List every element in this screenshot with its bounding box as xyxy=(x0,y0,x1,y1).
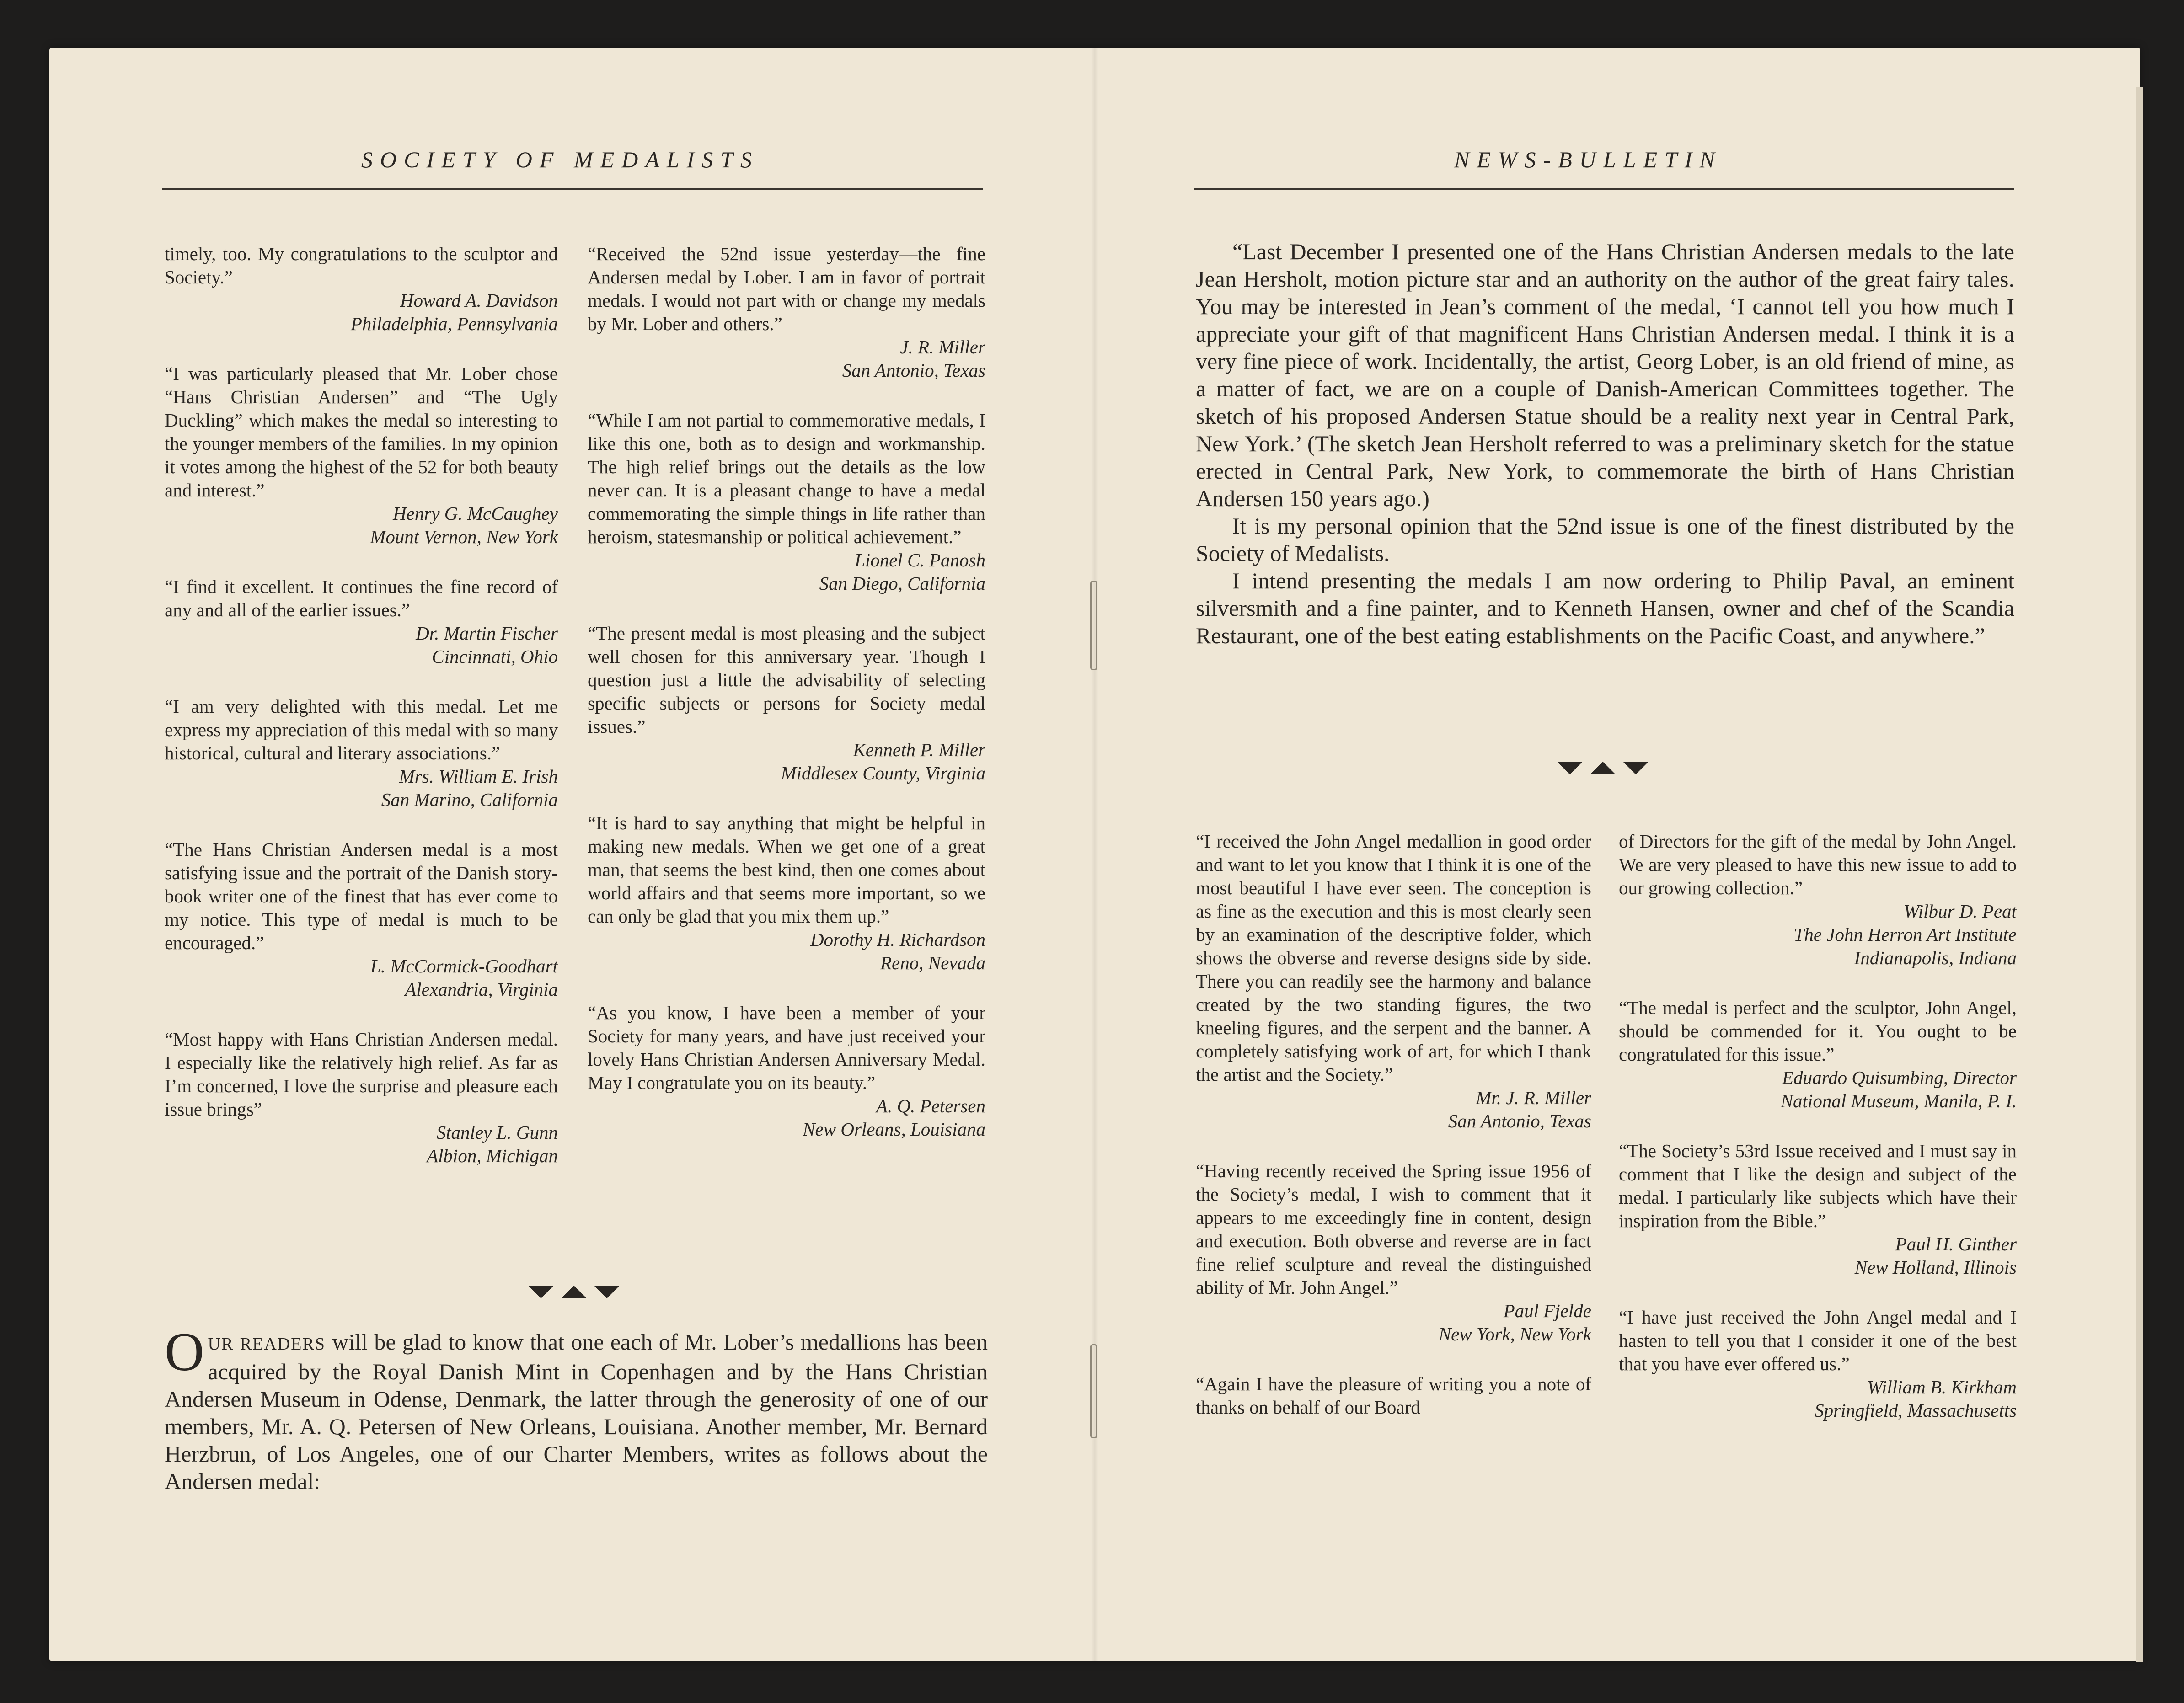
letter-text: “Most happy with Hans Christian Andersen medal. I especially like the relatively high relief. As far as I’m concerned, I love the surprise and pleasure each issue brings” xyxy=(165,1029,558,1120)
letter xyxy=(165,242,558,336)
readers-body: will be glad to know that one each of Mr. Lober’s medallions has been acquired by the Royal Danish Mint in Copenhagen and by the Hans Christian Andersen Museum in Odense, Denmark, the latter through the generosity of one of our members, Mr. A. Q. Petersen of New Orleans, Louisiana. Another member, Mr. Bernard Herzbrun, of Los Angeles, one of our Charter Members, writes as follows about the Andersen medal: xyxy=(165,1329,988,1494)
letter-location: Reno, Nevada xyxy=(880,952,985,973)
letter xyxy=(588,811,985,975)
letter-signature: L. McCormick-Goodhart xyxy=(370,956,558,977)
letter xyxy=(165,575,558,668)
letter-signature: Stanley L. Gunn xyxy=(436,1122,558,1143)
letter xyxy=(165,362,558,549)
running-head-right: NEWS-BULLETIN xyxy=(1454,147,1722,172)
letter-signature: Wilbur D. Peat xyxy=(1903,901,2017,922)
staple-bottom xyxy=(1090,1344,1097,1438)
left-column-1 xyxy=(165,242,558,1194)
letter-location: Albion, Michigan xyxy=(427,1145,558,1166)
letter-signature: A. Q. Petersen xyxy=(876,1095,985,1116)
readers-text xyxy=(165,1321,988,1495)
letter-location: National Museum, Manila, P. I. xyxy=(1780,1090,2017,1111)
staple-top xyxy=(1090,581,1097,670)
letter xyxy=(165,695,558,811)
letter-affiliation: The John Herron Art Institute xyxy=(1793,924,2017,945)
letter-text: timely, too. My congratulations to the sculptor and Society.” xyxy=(165,243,558,288)
letter-signature: Mr. J. R. Miller xyxy=(1476,1087,1591,1108)
letter-text: “I am very delighted with this medal. Let me express my appreciation of this medal with so many historical, cultural and literary associations.” xyxy=(165,696,558,763)
letter-text: “The Hans Christian Andersen medal is a most satisfying issue and the portrait of the Danish story-book writer one of the finest that has ever come to my notice. This type of medal is much to be encouraged.” xyxy=(165,839,558,953)
letter-signature: Dorothy H. Richardson xyxy=(810,929,985,950)
letter-signature: William B. Kirkham xyxy=(1867,1377,2017,1398)
letter-location: Springfield, Massachusetts xyxy=(1815,1400,2017,1421)
letter-location: Alexandria, Virginia xyxy=(405,979,558,1000)
letter-location: San Marino, California xyxy=(381,789,558,810)
letter xyxy=(588,409,985,595)
letter-text: “While I am not partial to commemorative medals, I like this one, both as to design and workmanship. The high relief brings out the details as the low never can. It is a pleasant change to have a medal commemorating the simple things in life rather than heroism, statesmanship or political achievement.” xyxy=(588,410,985,547)
letter-signature: Henry G. McCaughey xyxy=(393,503,558,524)
letter-signature: Paul H. Ginther xyxy=(1895,1233,2017,1255)
letter-signature: Mrs. William E. Irish xyxy=(399,766,558,787)
quote-paragraph: I intend presenting the medals I am now ordering to Philip Paval, an eminent silversmith and a fine painter, and to Kenneth Hansen, owner and chef of the Scandia Restaurant, one of the best eating establishments on the Pacific Coast, and anywhere.” xyxy=(1196,568,2014,648)
letter-location: Cincinnati, Ohio xyxy=(432,646,558,667)
page-edge xyxy=(2136,87,2143,1662)
letter-location: Philadelphia, Pennsylvania xyxy=(350,313,558,334)
readers-paragraph xyxy=(165,1321,988,1495)
letter xyxy=(1196,830,1591,1133)
letter-signature: Paul Fjelde xyxy=(1503,1300,1591,1321)
letter-text: “It is hard to say anything that might be helpful in making new medals. When we get one of a great man, that seems the best kind, then one comes about world affairs and that seems more important, so we can only be glad that you mix them up.” xyxy=(588,812,985,927)
letter-text: “I received the John Angel medallion in good order and want to let you know that I think it is one of the most beautiful I have ever seen. The conception is as fine as the execution and this is most clearly seen by an examination of the descriptive folder, which shows the obverse and reverse designs side by side. There you can readily see the harmony and balance created by the two standing figures, the two kneeling figures, and the serpent and the banner. A completely satisfying work of art, for which I thank the artist and the Society.” xyxy=(1196,831,1591,1085)
letter-signature: Lionel C. Panosh xyxy=(855,550,985,571)
header-rule-right xyxy=(1194,188,2014,190)
letter xyxy=(1196,1159,1591,1346)
letter-location: New York, New York xyxy=(1438,1324,1591,1345)
letter-signature: Eduardo Quisumbing, Director xyxy=(1782,1067,2017,1088)
letter xyxy=(588,242,985,382)
readers-smallcaps: UR READERS xyxy=(208,1335,326,1354)
letter xyxy=(165,838,558,1001)
letter xyxy=(1619,996,2017,1113)
letter-location: San Antonio, Texas xyxy=(1448,1110,1591,1132)
letter-location: New Orleans, Louisiana xyxy=(803,1119,985,1140)
drop-cap: O xyxy=(165,1321,204,1382)
letter-signature: Howard A. Davidson xyxy=(400,290,558,311)
letter-text: “Received the 52nd issue yesterday—the fine Andersen medal by Lober. I am in favor of portrait medals. I would not part with or change my medals by Mr. Lober and others.” xyxy=(588,243,985,334)
letter-text: “Having recently received the Spring issue 1956 of the Society’s medal, I wish to comment that it appears to me exceedingly fine in content, design and execution. Both obverse and reverse are in fact fine relief sculpture and reveal the distinguished ability of Mr. John Angel.” xyxy=(1196,1160,1591,1298)
letter xyxy=(588,622,985,785)
letter-location: New Holland, Illinois xyxy=(1854,1257,2017,1278)
letter-text: “The medal is perfect and the sculptor, John Angel, should be commended for it. You ought to be congratulated for this issue.” xyxy=(1619,997,2017,1065)
right-column-1 xyxy=(1196,830,1591,1446)
letter-location: San Diego, California xyxy=(819,573,985,594)
letter-text: “The Society’s 53rd Issue received and I must say in comment that I like the design and subject of the medal. I particularly like subjects which have their inspiration from the Bible.” xyxy=(1619,1140,2017,1231)
letter-text: “I find it excellent. It continues the fine record of any and all of the earlier issues.” xyxy=(165,576,558,620)
ornament-divider-icon xyxy=(528,1284,620,1302)
letter-location: Indianapolis, Indiana xyxy=(1854,947,2017,968)
letter-text: of Directors for the gift of the medal by John Angel. We are very pleased to have this new issue to add to our growing collection.” xyxy=(1619,831,2017,898)
running-head-left: SOCIETY OF MEDALISTS xyxy=(361,147,760,172)
header-rule-left xyxy=(162,188,983,190)
letter-signature: Dr. Martin Fischer xyxy=(416,623,558,644)
ornament-divider-icon xyxy=(1557,760,1649,778)
letter xyxy=(1619,1306,2017,1422)
letter xyxy=(165,1028,558,1168)
quote-paragraph: “Last December I presented one of the Hans Christian Andersen medals to the late Jean Hersholt, motion picture star and an authority on the author of the great fairy tales. You may be interested in Jean’s comment of the medal, ‘I cannot tell you how much I appreciate your gift of that magnificent Hans Christian Andersen medal. I think it is a very fine piece of work. Incidentally, the artist, Georg Lober, is an old friend of mine, as a matter of fact, we are on a couple of Danish-American Committees together. The sketch of his proposed Andersen Statue should be a reality next year in Central Park, New York.’ (The sketch Jean Hersholt referred to was a preliminary sketch for the statue erected in Central Park, New York, to commemorate the birth of Hans Christian Andersen 150 years ago.) xyxy=(1196,239,2014,511)
quote-paragraph: It is my personal opinion that the 52nd issue is one of the finest distributed by the Society of Medalists. xyxy=(1196,513,2014,566)
right-top-text xyxy=(1196,238,2014,649)
letter xyxy=(1619,830,2017,970)
letter xyxy=(1619,1139,2017,1279)
letter-signature: J. R. Miller xyxy=(900,336,985,358)
letter-text: “As you know, I have been a member of your Society for many years, and have just received your lovely Hans Christian Andersen Anniversary Medal. May I congratulate you on its beauty.” xyxy=(588,1002,985,1093)
right-column-2 xyxy=(1619,830,2017,1449)
letter-text: “Again I have the pleasure of writing you a note of thanks on behalf of our Board xyxy=(1196,1373,1591,1418)
letter xyxy=(1196,1372,1591,1419)
letter-signature: Kenneth P. Miller xyxy=(853,739,985,760)
letter-text: “I have just received the John Angel medal and I hasten to tell you that I consider it one of the best that you have ever offered us.” xyxy=(1619,1307,2017,1374)
left-column-2 xyxy=(588,242,985,1168)
letter-location: Mount Vernon, New York xyxy=(370,526,558,547)
letter-location: Middlesex County, Virginia xyxy=(781,763,985,784)
letter-location: San Antonio, Texas xyxy=(842,360,985,381)
letter xyxy=(588,1001,985,1141)
letter-text: “I was particularly pleased that Mr. Lober chose “Hans Christian Andersen” and “The Ugly Duckling” which makes the medal so interesting to the younger members of the families. In my opinion it votes among the highest of the 52 for both beauty and interest.” xyxy=(165,363,558,501)
letter-text: “The present medal is most pleasing and the subject well chosen for this anniversary year. Though I question just a little the advisability of selecting specific subjects or persons for Society medal issues.” xyxy=(588,623,985,737)
